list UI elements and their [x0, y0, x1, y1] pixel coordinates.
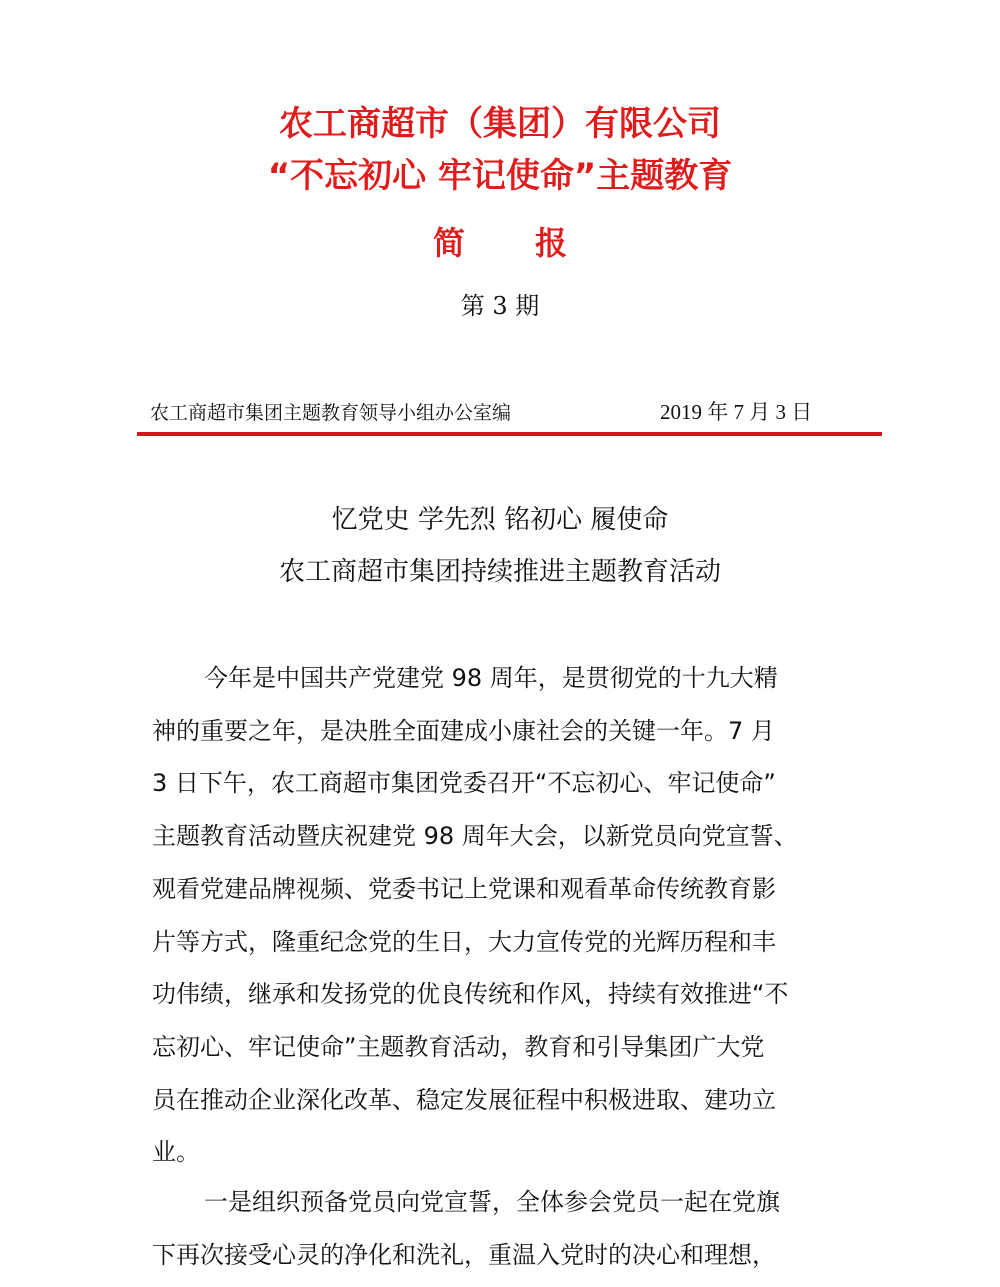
- paragraph-line: 观看党建品牌视频、党委书记上党课和观看革命传统教育影: [152, 874, 776, 903]
- article-paragraph-2: [152, 1176, 872, 1281]
- paragraph-line: 下再次接受心灵的净化和洗礼，重温入党时的决心和理想，: [152, 1240, 776, 1269]
- paragraph-line: 忘初心、牢记使命”主题教育活动，教育和引导集团广大党: [152, 1032, 765, 1061]
- editor-line: 农工商超市集团主题教育领导小组办公室编: [150, 402, 512, 424]
- org-title: 农工商超市（集团）有限公司: [279, 104, 721, 144]
- article-paragraph-1: [152, 652, 872, 1179]
- bulletin-title-char-2: 报: [535, 224, 568, 262]
- paragraph-line: 3 日下午，农工商超市集团党委召开“不忘初心、牢记使命”: [152, 769, 776, 798]
- paragraph-line: 功伟绩，继承和发扬党的优良传统和作风，持续有效推进“不: [152, 980, 789, 1009]
- bulletin-title-char-1: 简: [432, 224, 465, 262]
- article-headline: 忆党史 学先烈 铭初心 履使命: [331, 505, 669, 535]
- article-subheadline: 农工商超市集团持续推进主题教育活动: [278, 557, 721, 587]
- paragraph-line: 员在推动企业深化改革、稳定发展征程中积极进取、建功立: [152, 1085, 776, 1114]
- red-divider: [137, 432, 882, 436]
- issue-number: 第 3 期: [460, 292, 540, 320]
- paragraph-line: 今年是中国共产党建党 98 周年，是贯彻党的十九大精: [204, 664, 778, 692]
- paragraph-line: 神的重要之年，是决胜全面建成小康社会的关键一年。7 月: [152, 716, 775, 745]
- paragraph-line: 业。: [152, 1138, 200, 1167]
- paragraph-line: 一是组织预备党员向党宣誓，全体参会党员一起在党旗: [204, 1188, 780, 1216]
- paragraph-line: 主题教育活动暨庆祝建党 98 周年大会，以新党员向党宣誓、: [152, 822, 798, 851]
- paragraph-line: 片等方式，隆重纪念党的生日，大力宣传党的光辉历程和丰: [152, 927, 776, 956]
- publish-date: 2019 年 7 月 3 日: [660, 400, 813, 424]
- theme-title: “不忘初心 牢记使命”主题教育: [267, 156, 733, 196]
- bulletin-title: [0, 218, 1000, 264]
